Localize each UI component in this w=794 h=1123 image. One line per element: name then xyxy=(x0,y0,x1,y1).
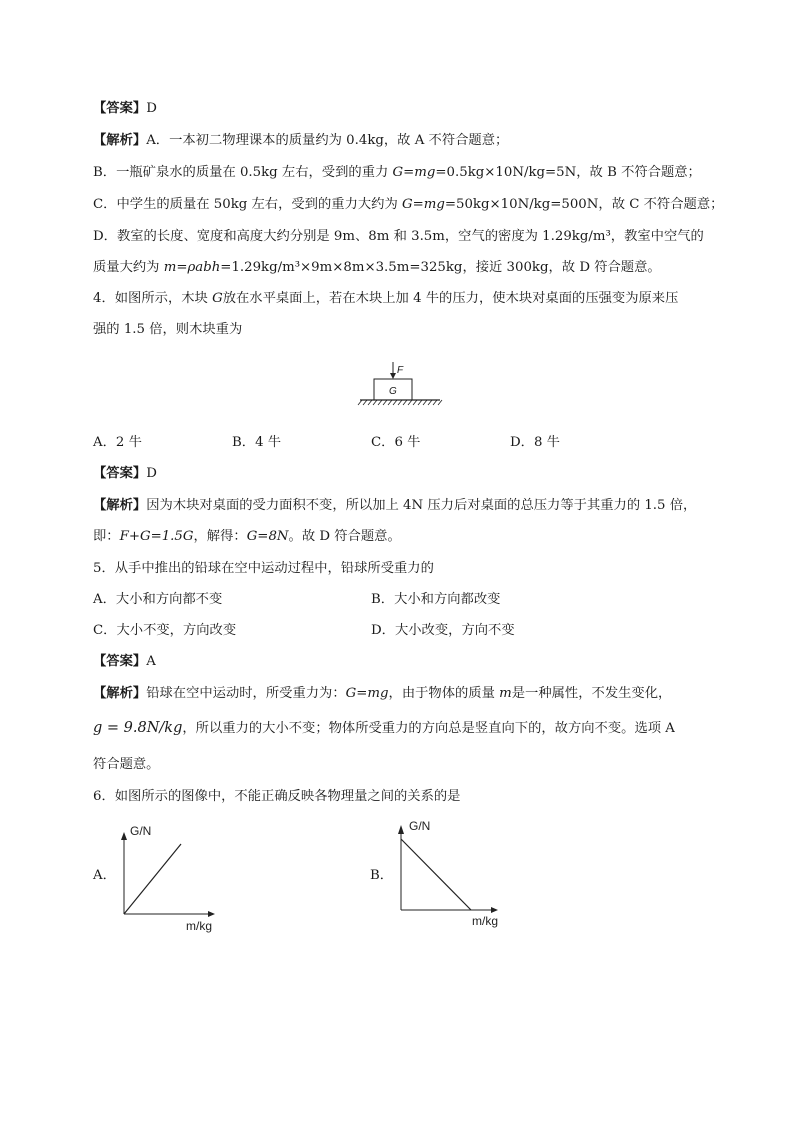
q5-analysis-line1: 【解析】铅球在空中运动时，所受重力为：G=mg，由于物体的质量 m是一种属性，不发生变化， xyxy=(93,686,672,701)
q5-option-c[interactable]: C．大小不变，方向改变 xyxy=(93,623,237,638)
q5-option-b[interactable]: B．大小和方向都改变 xyxy=(371,592,501,607)
analysis-label: 【解析】 xyxy=(93,498,147,513)
y-axis-label: G/N xyxy=(130,824,152,838)
q4-answer-line xyxy=(93,464,157,484)
table-hatch xyxy=(358,400,442,405)
answer-value: A xyxy=(146,654,156,669)
graph-a-g-vs-m xyxy=(118,818,228,934)
q4-option-c[interactable]: C．6 牛 xyxy=(371,435,421,450)
answer-value: D xyxy=(146,466,157,481)
q4-stem-line2: 强的 1.5 倍，则木块重为 xyxy=(93,322,243,337)
q4-option-d[interactable]: D．8 牛 xyxy=(510,435,560,450)
q3-analysis-c: C．中学生的质量在 50kg 左右，受到的重力大约为 G=mg=50kg×10N/kg=500N，故 C 不符合题意； xyxy=(93,197,724,212)
q5-option-a[interactable]: A．大小和方向都不变 xyxy=(93,592,223,607)
q5-analysis-line3: 符合题意。 xyxy=(93,757,160,772)
q4-option-a[interactable]: A．2 牛 xyxy=(93,435,142,450)
q3-analysis-d-line1: D．教室的长度、宽度和高度大约分别是 9m、8m 和 3.5m，空气的密度为 1.29kg/m³，教室中空气的 xyxy=(93,229,704,244)
graph-b-g-vs-m xyxy=(395,812,510,930)
decreasing-line xyxy=(401,839,471,910)
answer-label: 【答案】 xyxy=(93,101,147,116)
q3-analysis-a: 【解析】A．一本初二物理课本的质量约为 0.4kg，故 A 不符合题意； xyxy=(93,133,509,148)
formula: m=ρabh xyxy=(163,260,221,275)
q5-analysis-line2: g = 9.8N/kg，所以重力的大小不变；物体所受重力的方向总是竖直向下的，故方向不变。选项 A xyxy=(93,720,675,736)
q5-option-d[interactable]: D．大小改变，方向不变 xyxy=(371,623,515,638)
force-label: F xyxy=(397,365,404,376)
q5-answer-line xyxy=(93,652,156,672)
force-arrow xyxy=(390,362,396,379)
y-axis-label: G/N xyxy=(409,819,431,833)
q6-option-b-label[interactable]: B． xyxy=(370,868,394,883)
analysis-label: 【解析】 xyxy=(93,133,147,148)
formula: G=mg xyxy=(401,197,445,212)
formula: g = 9.8N/kg xyxy=(93,720,183,736)
proportional-line xyxy=(124,844,181,914)
x-axis-arrow xyxy=(491,907,498,913)
block-on-table-figure xyxy=(356,360,446,414)
q5-stem: 5．从手中推出的铅球在空中运动过程中，铅球所受重力的 xyxy=(93,561,434,576)
x-axis-arrow xyxy=(208,911,215,917)
answer-value: D xyxy=(146,101,157,116)
analysis-label: 【解析】 xyxy=(93,686,147,701)
q6-option-a-label[interactable]: A． xyxy=(93,868,116,883)
q4-analysis-line2: 即：F+G=1.5G，解得：G=8N。故 D 符合题意。 xyxy=(93,529,401,544)
q4-option-b[interactable]: B．4 牛 xyxy=(232,435,282,450)
formula: G=mg xyxy=(392,165,436,180)
y-axis-arrow xyxy=(121,832,127,840)
q6-stem: 6．如图所示的图像中，不能正确反映各物理量之间的关系的是 xyxy=(93,789,461,804)
q3-analysis-d-line2: 质量大约为 m=ρabh=1.29kg/m³×9m×8m×3.5m=325kg，接近 300kg，故 D 符合题意。 xyxy=(93,260,661,275)
x-axis-label: m/kg xyxy=(472,914,499,928)
answer-label: 【答案】 xyxy=(93,466,147,481)
x-axis-label: m/kg xyxy=(186,919,213,933)
block-label: G xyxy=(389,386,397,397)
q4-analysis-line1: 【解析】因为木块对桌面的受力面积不变，所以加上 4N 压力后对桌面的总压力等于其重力的 1.5 倍， xyxy=(93,498,697,513)
answer-label: 【答案】 xyxy=(93,654,147,669)
y-axis-arrow xyxy=(398,825,404,834)
q3-answer-line xyxy=(93,99,157,119)
q3-analysis-b: B．一瓶矿泉水的质量在 0.5kg 左右，受到的重力 G=mg=0.5kg×10N/kg=5N，故 B 不符合题意； xyxy=(93,165,701,180)
q4-stem-line1: 4．如图所示，木块 G放在水平桌面上，若在木块上加 4 牛的压力，使木块对桌面的压强变为原来压 xyxy=(93,291,679,306)
